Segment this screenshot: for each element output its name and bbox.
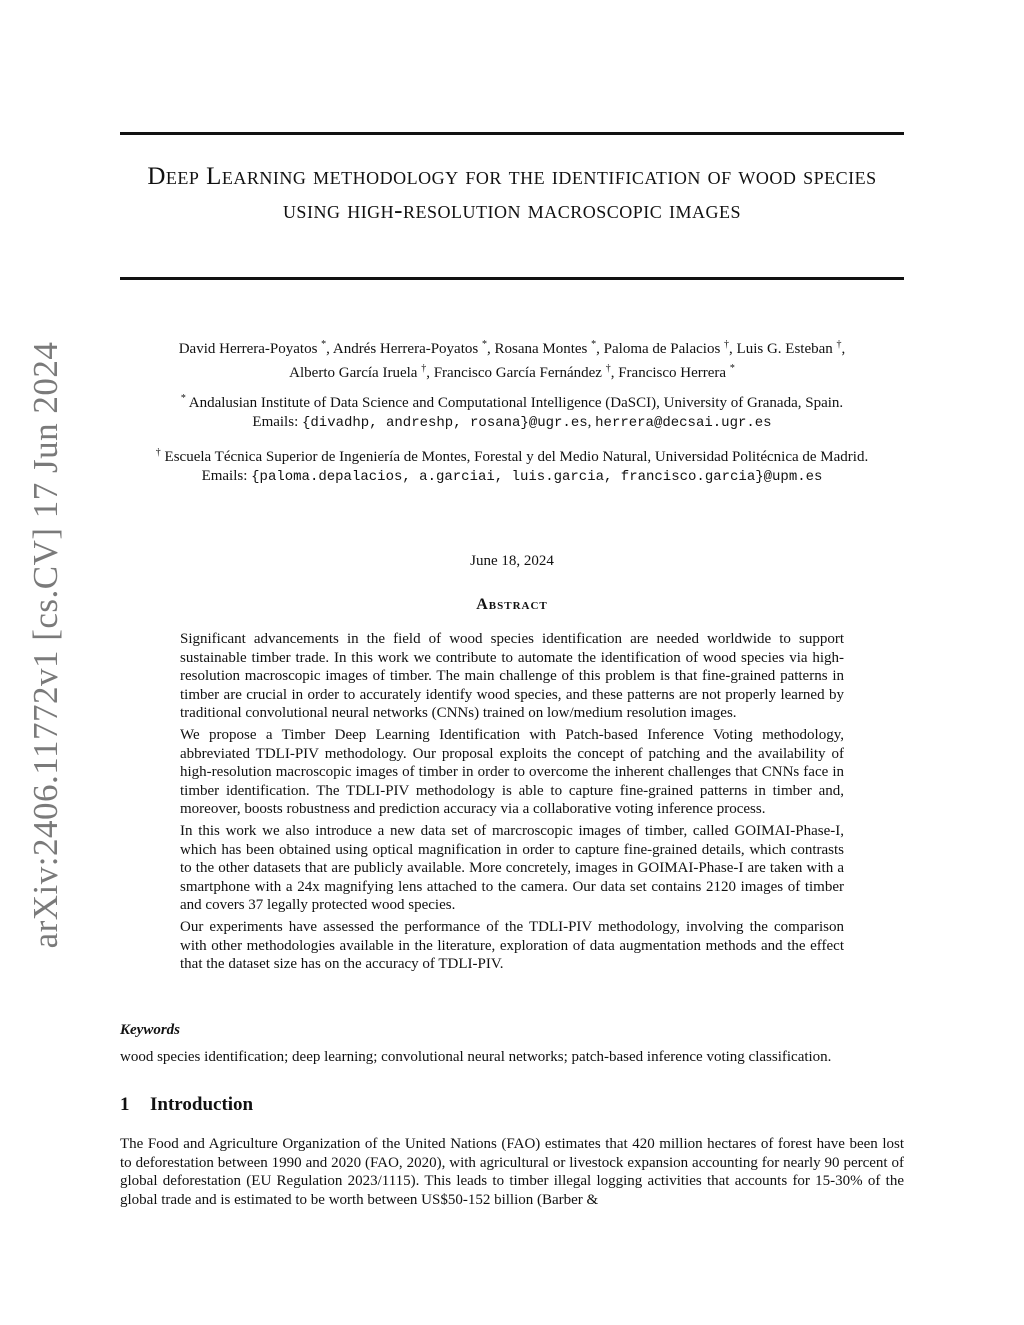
affiliation-mark: * bbox=[729, 363, 735, 374]
author-name: Francisco García Fernández bbox=[433, 365, 602, 381]
abstract-paragraph: In this work we also introduce a new data set of marcroscopic images of timber, called GOIMAI-Phase-I, which has been obtained using optical magnification in order to capture fine-grained details, which contrasts to the other datasets that are publicly available. More concretely, images in GOIMAI-Phase-I are taken with a smartphone with a 24x magnifying lens attached to the camera. Our data set contains 2120 images of timber and covers 37 legally protected wood species. bbox=[180, 822, 844, 914]
affiliation-upm bbox=[130, 443, 894, 487]
affiliation-dasci bbox=[130, 389, 894, 433]
affiliation-mark: * bbox=[481, 339, 487, 350]
abstract-paragraph: Significant advancements in the field of wood species identification are needed worldwide to support sustainable timber trade. In this work we contribute to automate the identification of wood species via high-resolution macroscopic images of timber. The main challenge of this problem is that fine-grained patterns in timber are crucial in order to accurately identify wood species, and these patterns are not properly learned by traditional convolutional neural networks (CNNs) trained on low/medium resolution images. bbox=[180, 631, 844, 722]
affiliation-mark: † bbox=[724, 339, 730, 350]
email-address[interactable]: herrera@decsai.ugr.es bbox=[595, 415, 772, 431]
title-rule-bottom bbox=[120, 277, 904, 280]
emails-label: Emails: bbox=[252, 414, 299, 430]
paper-title: Deep Learning methodology for the identification of wood species using high-resolution macroscopic images bbox=[147, 163, 877, 224]
email-separator: , bbox=[587, 414, 592, 430]
author-name: Luis G. Esteban bbox=[736, 341, 833, 357]
paper-date: June 18, 2024 bbox=[470, 553, 554, 569]
affiliation-emails bbox=[130, 413, 894, 433]
affiliation-emails bbox=[130, 467, 894, 487]
affiliation-mark: * bbox=[180, 393, 186, 404]
keywords-label: Keywords bbox=[120, 1022, 180, 1038]
author-name: Francisco Herrera bbox=[618, 365, 727, 381]
section-heading-introduction bbox=[120, 1094, 253, 1116]
keywords-text: wood species identification; deep learning; convolutional neural networks; patch-based inference voting classification. bbox=[120, 1049, 832, 1065]
section-number: 1 bbox=[120, 1094, 130, 1115]
abstract-paragraph: Our experiments have assessed the performance of the TDLI-PIV methodology, involving the comparison with other methodologies available in the literature, exploration of data augmentation methods and the effect that the dataset size has on the accuracy of TDLI-PIV. bbox=[180, 918, 844, 973]
abstract-paragraph: We propose a Timber Deep Learning Identification with Patch-based Inference Voting methodology, abbreviated TDLI-PIV methodology. Our proposal exploits the concept of patching and the availability of high-resolution macroscopic images of timber in order to overcome the inherent challenges that CNNs face in timber identification. The TDLI-PIV methodology is able to capture fine-grained patterns in timber and, moreover, boosts robustness and prediction accuracy via a collaborative voting inference process. bbox=[180, 726, 844, 818]
author-name: Alberto García Iruela bbox=[289, 365, 418, 381]
author-name: Rosana Montes bbox=[494, 341, 588, 357]
author-name: Paloma de Palacios bbox=[603, 341, 721, 357]
affiliation-mark: * bbox=[591, 339, 597, 350]
author-line-1: David Herrera-Poyatos *, Andrés Herrera-Poyatos *, Rosana Montes *, Paloma de Palacios †, Luis G. Esteban †, bbox=[178, 339, 846, 357]
introduction-paragraph: The Food and Agriculture Organization of the United Nations (FAO) estimates that 420 million hectares of forest have been lost to deforestation between 1990 and 2020 (FAO, 2020), with agricultural or livestock expansion accounting for nearly 90 percent of global deforestation (EU Regulation 2023/1115). This leads to timber illegal logging activities that accounts for 15-30% of the global trade and is estimated to be worth between US$50-152 billion (Barber & bbox=[120, 1136, 904, 1208]
affiliation-mark: * bbox=[321, 339, 327, 350]
abstract-body bbox=[180, 630, 844, 977]
emails-label: Emails: bbox=[201, 468, 248, 484]
email-addresses[interactable]: {divadhp, andreshp, rosana}@ugr.es bbox=[301, 415, 588, 431]
author-name: David Herrera-Poyatos bbox=[178, 341, 318, 357]
affiliation-mark: † bbox=[421, 363, 427, 374]
author-name: Andrés Herrera-Poyatos bbox=[332, 341, 479, 357]
affiliation-mark: † bbox=[155, 447, 161, 458]
email-addresses[interactable]: {paloma.depalacios, a.garciai, luis.garcia, francisco.garcia}@upm.es bbox=[251, 469, 823, 485]
section-title: Introduction bbox=[150, 1094, 254, 1115]
abstract-heading: Abstract bbox=[476, 596, 548, 613]
arxiv-identifier-stamp[interactable]: arXiv:2406.11772v1 [cs.CV] 17 Jun 2024 bbox=[26, 341, 65, 949]
affiliation-text bbox=[130, 389, 894, 413]
author-line-2: Alberto García Iruela †, Francisco García Fernández †, Francisco Herrera * bbox=[289, 363, 735, 381]
author-list bbox=[120, 335, 904, 383]
affiliation-name: Escuela Técnica Superior de Ingeniería de Montes, Forestal y del Medio Natural, Universidad Politécnica de Madrid. bbox=[164, 449, 869, 465]
affiliation-mark: † bbox=[605, 363, 611, 374]
affiliation-name: Andalusian Institute of Data Science and Computational Intelligence (DaSCI), University of Granada, Spain. bbox=[188, 395, 844, 411]
affiliation-text bbox=[130, 443, 894, 467]
affiliation-mark: † bbox=[836, 339, 842, 350]
title-rule-top bbox=[120, 132, 904, 135]
